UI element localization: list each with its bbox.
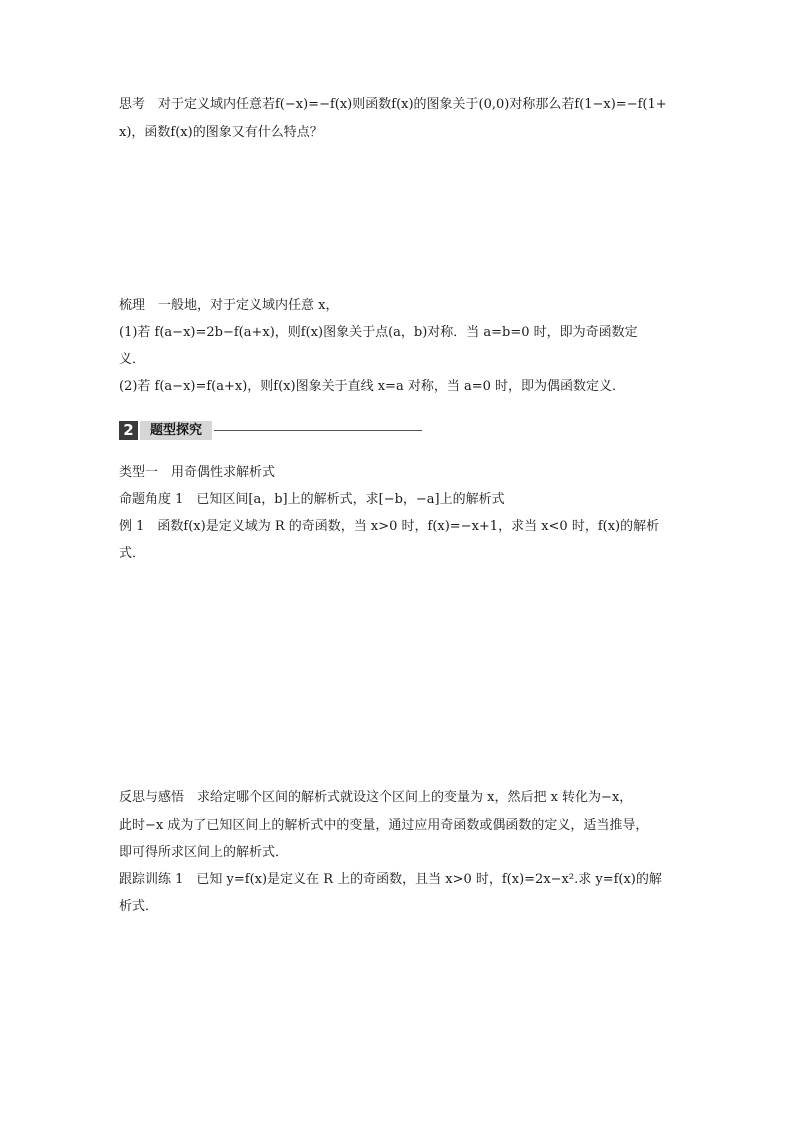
reflection-line-3: 即可得所求区间上的解析式． xyxy=(119,845,289,860)
summary-intro: 梳理 一般地，对于定义域内任意 x， xyxy=(119,298,339,313)
section-number-badge: 2 xyxy=(119,421,138,440)
example-1-line-2: 式． xyxy=(119,546,146,561)
summary-item-1-line-1: (1)若 f(a−x)=2b−f(a+x)，则f(x)图象关于点(a，b)对称．当 a=b=0 时，即为奇函数定 xyxy=(119,325,638,340)
reflection-line-1: 反思与感悟 求给定哪个区间的解析式就设这个区间上的变量为 x，然后把 x 转化为−x， xyxy=(119,790,633,805)
section-title: 题型探究 xyxy=(140,421,212,440)
example-1-line-1: 例 1 函数f(x)是定义域为 R 的奇函数，当 x>0 时，f(x)=−x+1，求当 x<0 时，f(x)的解析 xyxy=(119,519,660,534)
section-divider xyxy=(214,430,422,431)
training-line-1: 跟踪训练 1 已知 y=f(x)是定义在 R 上的奇函数，且当 x>0 时，f(x)=2x−x².求 y=f(x)的解 xyxy=(119,872,662,887)
type1-title: 类型一 用奇偶性求解析式 xyxy=(119,465,276,480)
section-heading xyxy=(119,421,422,440)
summary-item-1-line-2: 义． xyxy=(119,352,146,367)
type1-angle: 命题角度 1 已知区间[a，b]上的解析式，求[−b，−a]上的解析式 xyxy=(119,492,505,507)
think-line-1: 思考 对于定义域内任意若f(−x)=−f(x)则函数f(x)的图象关于(0,0)对称那么若f(1−x)=−f(1+ xyxy=(119,97,667,112)
reflection-line-2: 此时−x 成为了已知区间上的解析式中的变量，通过应用奇函数或偶函数的定义，适当推导， xyxy=(119,818,649,833)
training-line-2: 析式． xyxy=(119,899,159,914)
think-line-2: x)，函数f(x)的图象又有什么特点？ xyxy=(119,125,323,140)
summary-item-2: (2)若 f(a−x)=f(a+x)，则f(x)图象关于直线 x=a 对称，当 a=0 时，即为偶函数定义． xyxy=(119,379,626,394)
